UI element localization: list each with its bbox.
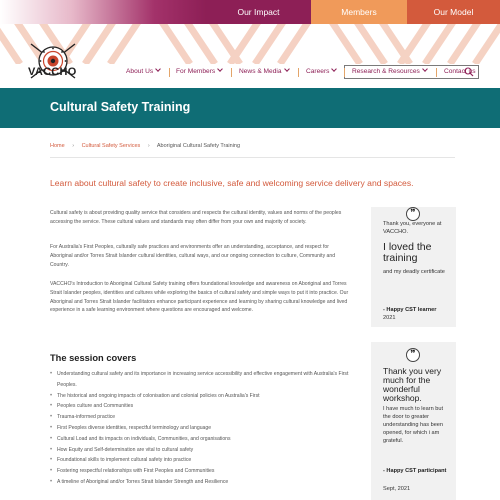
nav-news-media[interactable] <box>239 68 289 75</box>
nav-label: About Us <box>126 68 154 75</box>
topbar-gradient <box>0 0 206 24</box>
list-item: • The historical and ongoing impacts of colonisation and colonial policies on Australia's First <box>50 391 350 402</box>
testimonial-date: Sept, 2021 <box>383 486 411 492</box>
chevron-down-icon <box>332 66 338 72</box>
breadcrumb-home[interactable]: Home <box>50 143 65 149</box>
breadcrumb-current: Aboriginal Cultural Safety Training <box>156 143 241 149</box>
chevron-right-icon: › <box>147 143 150 149</box>
nav-divider <box>436 68 437 77</box>
list-item: • Cultural Load and its impacts on individuals, Communities, and organisations <box>50 434 350 445</box>
list-item: • Foundational skills to implement cultural safety into practice <box>50 455 350 466</box>
nav-label: For Members <box>176 68 216 75</box>
testimonial-date: 2021 <box>383 315 396 321</box>
our-model-link[interactable]: Our Model <box>407 0 500 24</box>
logo-wordmark: VACCHO <box>28 66 77 78</box>
nav-research-resources[interactable] <box>352 68 427 75</box>
testimonial-card <box>371 342 456 500</box>
content-divider <box>50 157 455 158</box>
list-item: • First Peoples diverse identities, respectful terminology and language <box>50 423 350 434</box>
testimonial-author: - Happy CST participant <box>383 468 447 474</box>
testimonial-body: and my deadly certificate <box>383 269 445 275</box>
nav-contact-us[interactable]: Contact us <box>444 68 476 75</box>
nav-divider <box>298 68 299 77</box>
session-list <box>50 369 350 488</box>
breadcrumb-section[interactable]: Cultural Safety Services <box>81 143 141 149</box>
testimonial-intro: Thank you, everyone at VACCHO. <box>383 221 442 235</box>
list-item: • How Equity and Self-determination are vital to cultural safety <box>50 445 350 456</box>
quote-icon: ❞ <box>406 348 420 362</box>
lead-text: Learn about cultural safety to create inclusive, safe and welcoming service delivery and spaces. <box>50 178 414 188</box>
list-item: • Peoples culture and Communities <box>50 401 350 412</box>
nav-label: Careers <box>306 68 330 75</box>
nav-about-us[interactable] <box>126 68 160 75</box>
testimonial-author: - Happy CST learner <box>383 307 437 313</box>
chevron-down-icon <box>284 66 290 72</box>
testimonial-highlight: I loved the training <box>383 241 432 264</box>
list-item: • Trauma-informed practice <box>50 412 350 423</box>
nav-label: News & Media <box>239 68 282 75</box>
nav-label: Research & Resources <box>352 68 420 75</box>
nav-divider <box>344 68 345 77</box>
breadcrumb <box>50 143 240 149</box>
nav-divider <box>231 68 232 77</box>
site-header <box>0 24 500 88</box>
nav-for-members[interactable] <box>176 68 222 75</box>
first-peoples-paragraph: For Australia's First Peoples, culturally safe practices and environments offer an understanding, acceptance, and respect for Aboriginal and/or Torres Strait Islander cultural identities, cultural ways, and our ongoing connection to culture, Community and Country. <box>50 244 336 268</box>
testimonial-body: I have much to learn but the door to greater understanding has been opened, for which i am grateful. <box>383 406 444 444</box>
list-item: • Fostering respectful relationships with First Peoples and Communities <box>50 466 350 477</box>
page-banner <box>0 88 500 128</box>
our-impact-link[interactable]: Our Impact <box>206 0 311 24</box>
intro-paragraph: Cultural safety is about providing quality service that considers and respects the cultural identity, values and norms of the peoples accessing the service. These cultural values and standards may often differ from your own and majority of society. <box>50 210 342 225</box>
list-item: • Understanding cultural safety and its importance in increasing service accessibility and effective engagement with Australia's First Peoples. <box>50 369 350 391</box>
top-utility-bar <box>0 0 500 24</box>
main-nav <box>0 68 500 78</box>
chevron-right-icon: › <box>72 143 75 149</box>
page-title: Cultural Safety Training <box>50 100 191 114</box>
nav-careers[interactable] <box>306 68 336 75</box>
session-heading: The session covers <box>50 353 137 363</box>
quote-icon: ❞ <box>406 207 420 221</box>
chevron-down-icon <box>217 66 223 72</box>
nav-divider <box>169 68 170 77</box>
chevron-down-icon <box>422 66 428 72</box>
testimonial-card <box>371 207 456 327</box>
testimonial-highlight: Thank you very much for the wonderful workshop. <box>383 366 442 403</box>
chevron-down-icon <box>155 66 161 72</box>
training-paragraph: VACCHO's Introduction to Aboriginal Cultural Safety training offers foundational knowledge and awareness on Aboriginal and Torres Strait Islander peoples, identities and cultures while exploring the basics of cultural safety and simple ways to put it into practice. Our Aboriginal and Torres Strait Islander facilitators enhance participant experience and learning by sharing cultural knowledge and lived experience in a safe learning environment where questions are encouraged and welcome. <box>50 281 349 314</box>
members-link[interactable]: Members <box>311 0 407 24</box>
list-item: • A timeline of Aboriginal and/or Torres Strait Islander Strength and Resilience <box>50 477 350 488</box>
